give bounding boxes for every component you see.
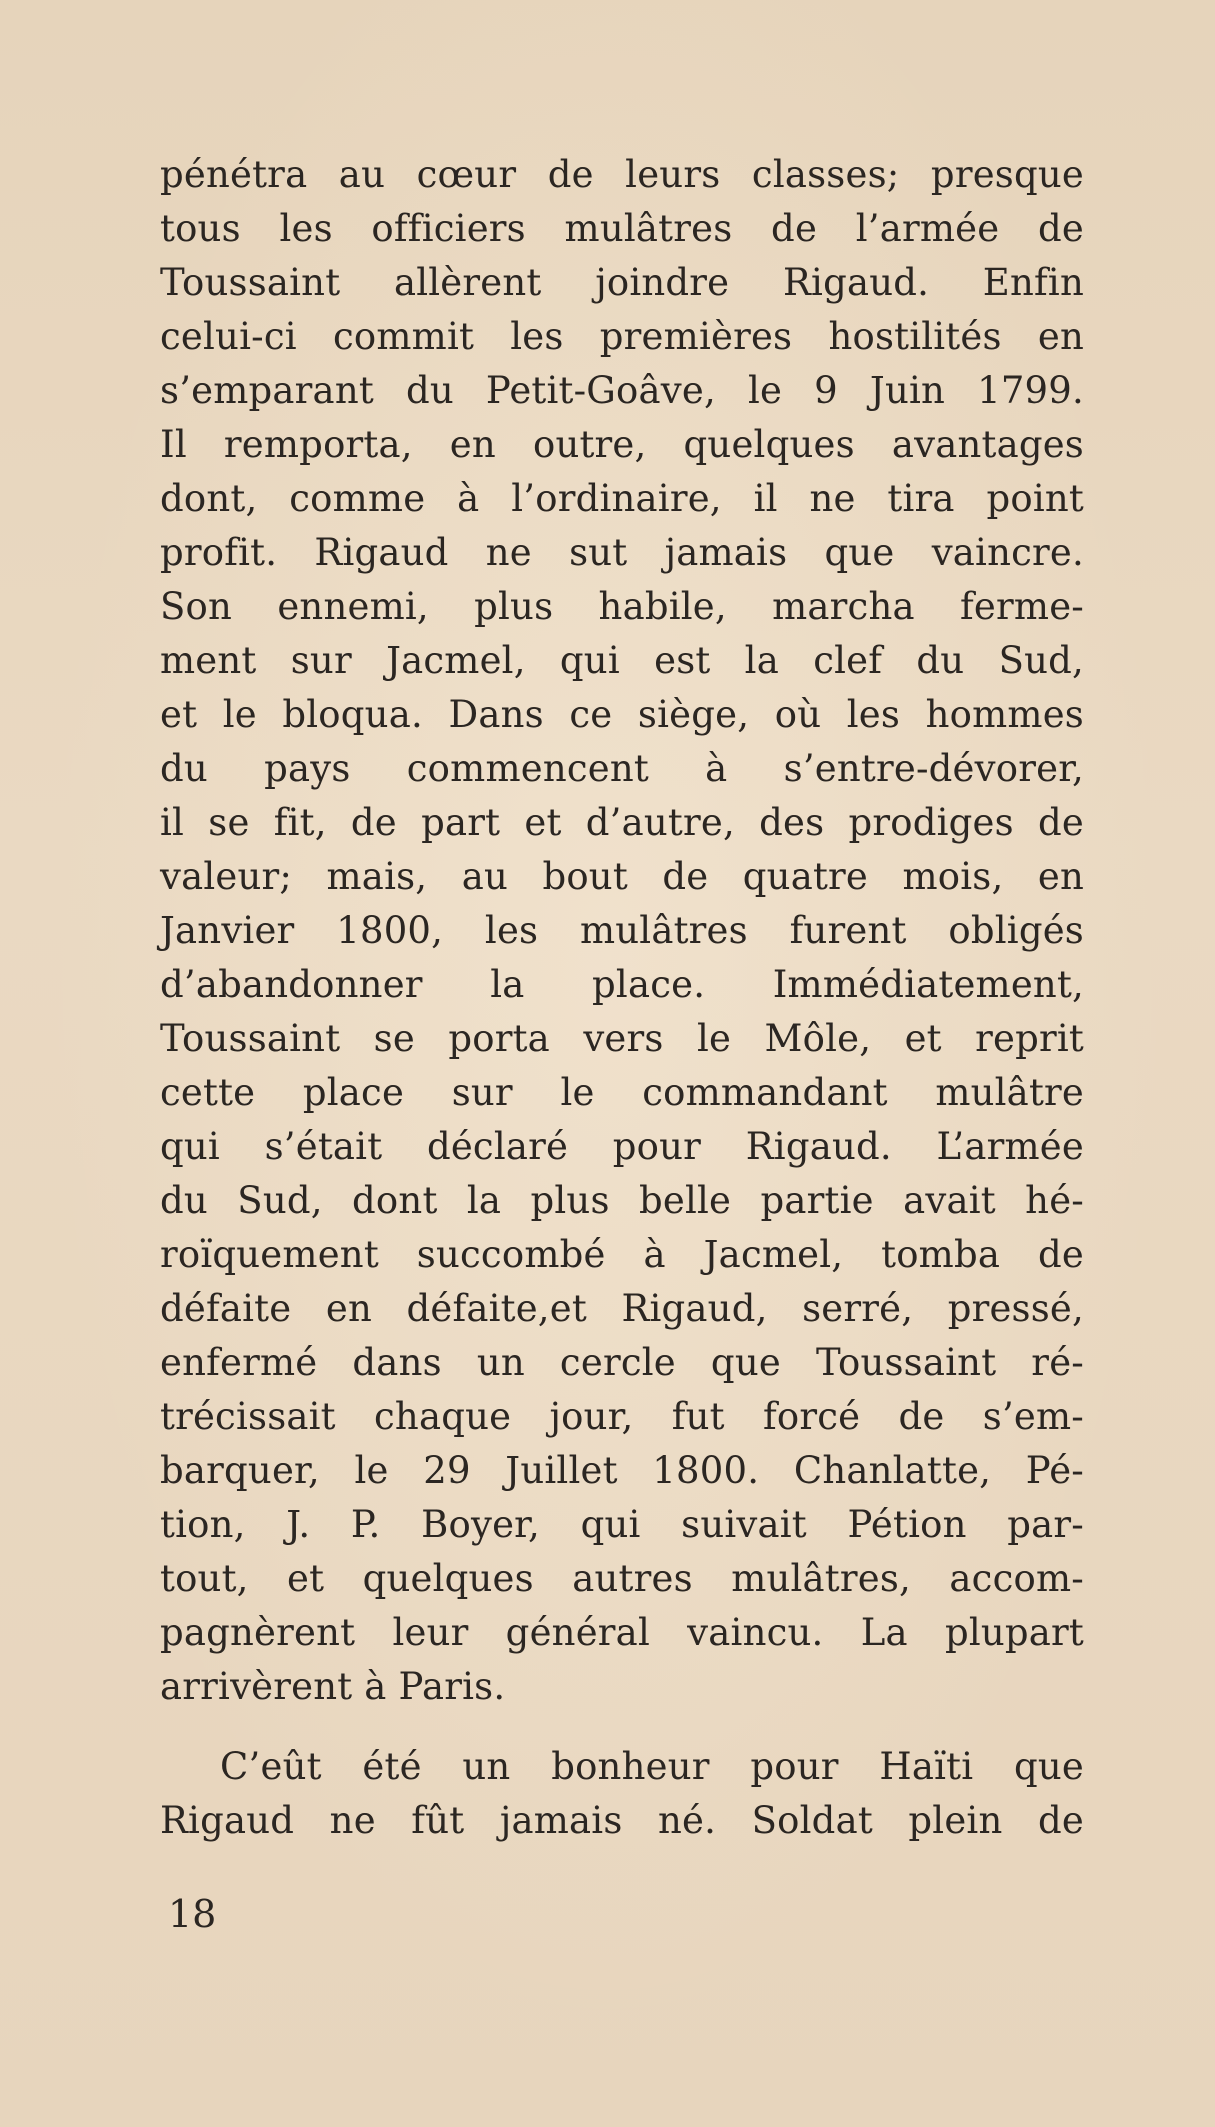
- text-line: enfermé dans un cercle que Toussaint ré-: [160, 1341, 1084, 1384]
- text-line: du Sud, dont la plus belle partie avait hé-: [160, 1179, 1084, 1222]
- text-line: trécissait chaque jour, fut forcé de s’em-: [160, 1395, 1084, 1438]
- text-line: profit. Rigaud ne sut jamais que vaincre.: [160, 531, 1084, 574]
- page-number: 18: [168, 1892, 217, 1936]
- text-line: tout, et quelques autres mulâtres, accom-: [160, 1557, 1084, 1600]
- paragraph-gap: [160, 1714, 1084, 1740]
- body-text: [160, 148, 1084, 1848]
- text-line: arrivèrent à Paris.: [160, 1665, 506, 1708]
- text-line: barquer, le 29 Juillet 1800. Chanlatte, Pé-: [160, 1449, 1084, 1492]
- paragraph-2: [160, 1740, 1084, 1848]
- text-line: pagnèrent leur général vaincu. La plupart: [160, 1611, 1084, 1654]
- text-line: celui-ci commit les premières hostilités en: [160, 315, 1084, 358]
- text-line: Rigaud ne fût jamais né. Soldat plein de: [160, 1799, 1084, 1842]
- text-line: défaite en défaite,et Rigaud, serré, pressé,: [160, 1287, 1084, 1330]
- paragraph-1: [160, 148, 1084, 1714]
- text-line: s’emparant du Petit-Goâve, le 9 Juin 1799.: [160, 369, 1084, 412]
- text-line: qui s’était déclaré pour Rigaud. L’armée: [160, 1125, 1084, 1168]
- text-line: Son ennemi, plus habile, marcha ferme-: [160, 585, 1084, 628]
- text-line: du pays commencent à s’entre-dévorer,: [160, 747, 1084, 790]
- text-line: cette place sur le commandant mulâtre: [160, 1071, 1084, 1114]
- text-line: Il remporta, en outre, quelques avantages: [160, 423, 1084, 466]
- text-line: pénétra au cœur de leurs classes; presque: [160, 153, 1084, 196]
- text-line: d’abandonner la place. Immédiatement,: [160, 963, 1084, 1006]
- text-line: ment sur Jacmel, qui est la clef du Sud,: [160, 639, 1084, 682]
- text-line: et le bloqua. Dans ce siège, où les hommes: [160, 693, 1084, 736]
- text-line: il se fit, de part et d’autre, des prodiges de: [160, 801, 1084, 844]
- text-line: roïquement succombé à Jacmel, tomba de: [160, 1233, 1084, 1276]
- text-line: tous les officiers mulâtres de l’armée de: [160, 207, 1084, 250]
- text-line: C’eût été un bonheur pour Haïti que: [220, 1745, 1084, 1788]
- text-line: Toussaint se porta vers le Môle, et reprit: [160, 1017, 1084, 1060]
- text-line: valeur; mais, au bout de quatre mois, en: [160, 855, 1084, 898]
- text-line: dont, comme à l’ordinaire, il ne tira point: [160, 477, 1084, 520]
- text-line: Toussaint allèrent joindre Rigaud. Enfin: [160, 261, 1084, 304]
- text-line: tion, J. P. Boyer, qui suivait Pétion par-: [160, 1503, 1084, 1546]
- text-line: Janvier 1800, les mulâtres furent obligés: [160, 909, 1084, 952]
